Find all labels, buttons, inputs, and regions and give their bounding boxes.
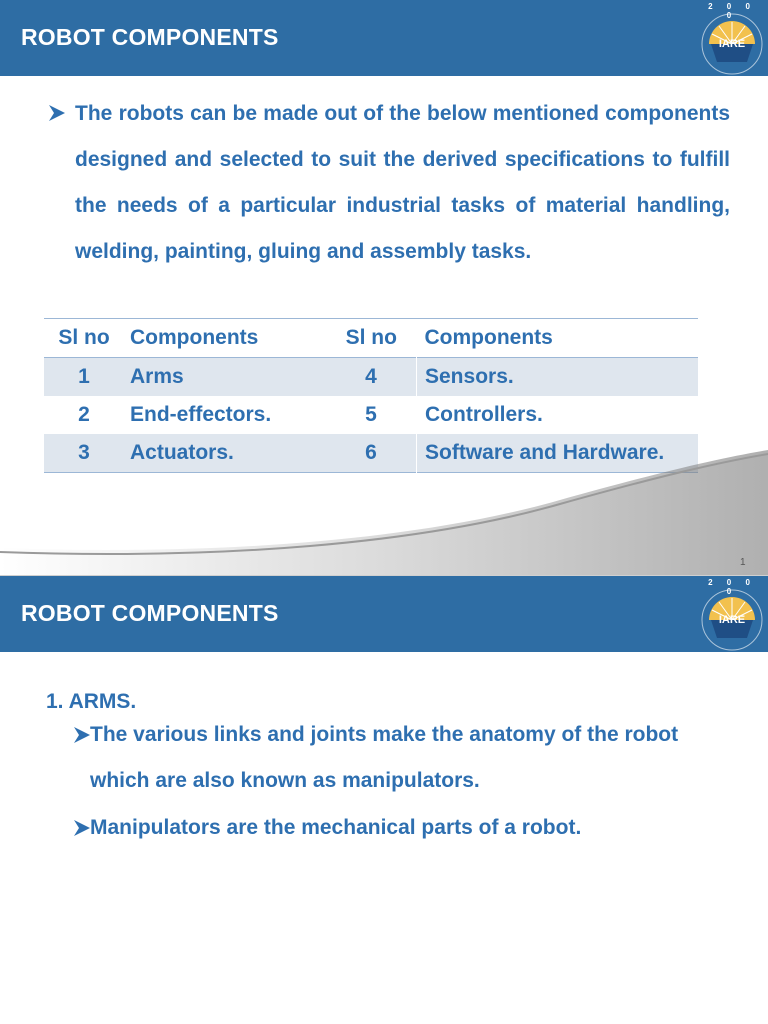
slide-2 xyxy=(0,576,768,1024)
iare-logo-icon xyxy=(697,2,767,76)
table-header-cell: Components xyxy=(130,326,259,349)
table-cell: 3 xyxy=(78,441,90,464)
table-row xyxy=(44,358,698,397)
table-cell: Actuators. xyxy=(130,441,234,464)
slide-header xyxy=(0,0,768,76)
slide-title: ROBOT COMPONENTS xyxy=(21,600,279,626)
slide-header xyxy=(0,576,768,652)
table-cell: 6 xyxy=(365,441,377,464)
table-cell: Software and Hardware. xyxy=(417,434,699,473)
logo-name: IARE xyxy=(718,614,746,626)
table-cell: 1 xyxy=(78,365,90,388)
bullet-text: Manipulators are the mechanical parts of a robot. xyxy=(90,816,582,839)
page-number: 1 xyxy=(740,557,746,568)
table-header-row xyxy=(44,319,698,358)
slide-title: ROBOT COMPONENTS xyxy=(21,24,279,50)
section-heading: 1. ARMS. xyxy=(46,690,137,713)
table-header-cell: Components xyxy=(424,326,553,349)
table-header-cell: Sl no xyxy=(58,326,110,349)
table-row xyxy=(44,396,698,434)
table-cell: Controllers. xyxy=(417,396,699,434)
arrow-bullet-icon xyxy=(47,104,67,122)
arrow-bullet-icon xyxy=(72,726,92,744)
table-cell: Sensors. xyxy=(417,358,699,397)
logo-year: 2 0 0 0 xyxy=(708,2,756,20)
table-cell: End-effectors. xyxy=(130,403,272,426)
logo-year: 2 0 0 0 xyxy=(708,578,756,596)
bullet-text: The various links and joints make the anatomy of the robot which are also known as manipulators. xyxy=(90,723,679,792)
table-cell: 5 xyxy=(365,403,377,426)
table-cell: 4 xyxy=(365,365,377,388)
iare-logo-icon xyxy=(697,578,767,652)
arrow-bullet-icon xyxy=(72,819,92,837)
table-header-cell: Sl no xyxy=(345,326,397,349)
logo-name: IARE xyxy=(718,38,746,50)
table-cell: Arms xyxy=(130,365,184,388)
decorative-swoosh xyxy=(0,440,768,576)
table-cell: 2 xyxy=(78,403,90,426)
intro-bullet-text: The robots can be made out of the below mentioned components designed and selected to suit the derived specifications to fulfill the needs of a particular industrial tasks of material handling, welding, painting, gluing and assembly tasks. xyxy=(75,102,730,263)
